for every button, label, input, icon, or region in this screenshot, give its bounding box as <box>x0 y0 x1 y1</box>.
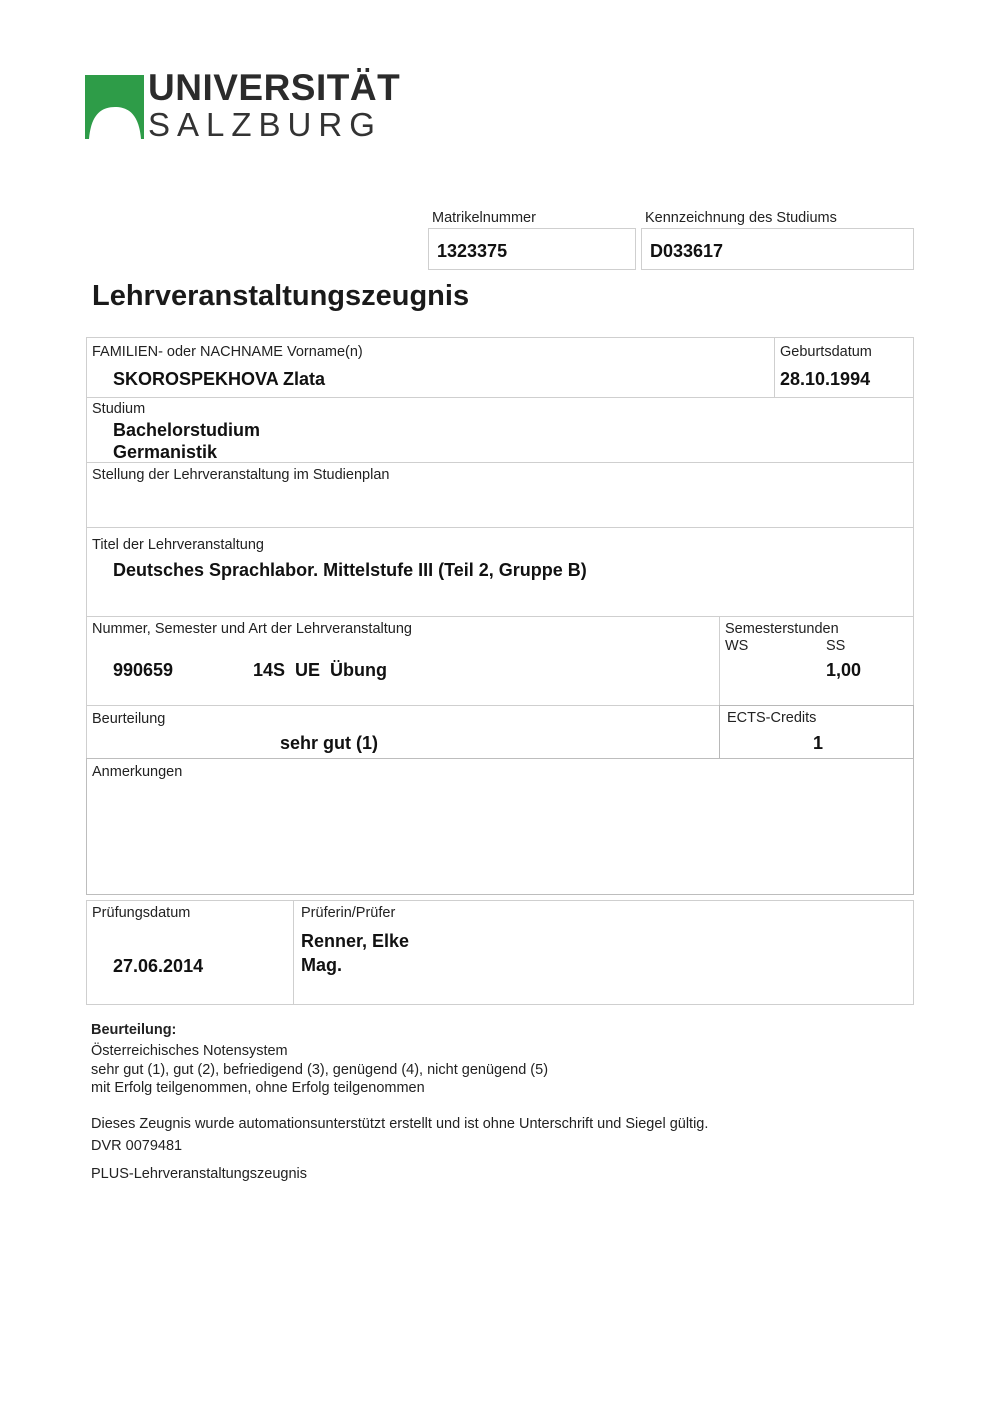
footer-form-name: PLUS-Lehrveranstaltungszeugnis <box>91 1166 308 1182</box>
stellung-label: Stellung der Lehrveranstaltung im Studienplan <box>92 467 390 483</box>
titel-box <box>86 527 914 617</box>
ects-label: ECTS-Credits <box>727 710 817 726</box>
ects-value: 1 <box>813 733 824 753</box>
stellung-box <box>86 462 914 528</box>
pruefer-title: Mag. <box>301 955 343 975</box>
footer-notensystem: Österreichisches Notensystem <box>91 1043 288 1059</box>
titel-value: Deutsches Sprachlabor. Mittelstufe III (Teil 2, Gruppe B) <box>113 560 587 580</box>
pruefungsdatum-box <box>86 900 294 1005</box>
footer-validity: Dieses Zeugnis wurde automationsunterstützt erstellt und ist ohne Unterschrift und Siegel gültig. <box>91 1116 709 1132</box>
pruefer-box <box>293 900 914 1005</box>
name-label: FAMILIEN- oder NACHNAME Vorname(n) <box>92 344 363 360</box>
pruefungsdatum-value: 27.06.2014 <box>113 956 204 976</box>
matrikel-label: Matrikelnummer <box>432 210 536 226</box>
nummer-label: Nummer, Semester und Art der Lehrveranstaltung <box>92 621 412 637</box>
footer-dvr: DVR 0079481 <box>91 1138 183 1154</box>
anmerkungen-box <box>86 758 914 895</box>
birth-label: Geburtsdatum <box>780 344 872 360</box>
footer-grades: sehr gut (1), gut (2), befriedigend (3), genügend (4), nicht genügend (5) <box>91 1062 549 1078</box>
ss-label: SS <box>826 638 846 654</box>
studium-line1: Bachelorstudium <box>113 420 261 440</box>
ws-label: WS <box>725 638 749 654</box>
semesterstunden-label: Semesterstunden <box>725 621 839 637</box>
name-box <box>86 337 775 398</box>
beurteilung-value: sehr gut (1) <box>280 733 379 753</box>
logo-text-universitaet: UNIVERSITÄT <box>148 67 401 108</box>
nummer-value: 990659 <box>113 660 174 680</box>
matrikel-value: 1323375 <box>437 241 508 261</box>
footer-heading: Beurteilung: <box>91 1022 177 1038</box>
anmerkungen-label: Anmerkungen <box>92 764 183 780</box>
matrikel-box <box>428 228 636 270</box>
footer-participation: mit Erfolg teilgenommen, ohne Erfolg teilgenommen <box>91 1080 425 1096</box>
university-logo-icon <box>85 75 144 139</box>
logo-text-salzburg: SALZBURG <box>148 106 382 143</box>
nummer-box <box>86 616 720 706</box>
beurteilung-label: Beurteilung <box>92 711 166 727</box>
pruefer-label: Prüferin/Prüfer <box>301 905 396 921</box>
kennzeichnung-label: Kennzeichnung des Studiums <box>645 210 837 226</box>
birth-value: 28.10.1994 <box>780 369 871 389</box>
semesterstunden-box <box>719 616 914 706</box>
pruefer-name: Renner, Elke <box>301 931 410 951</box>
ects-box <box>719 705 914 759</box>
birth-box <box>774 337 914 398</box>
semesterstunden-value: 1,00 <box>826 660 862 680</box>
studium-box <box>86 397 914 463</box>
name-value: SKOROSPEKHOVA Zlata <box>113 369 326 389</box>
beurteilung-box <box>86 705 720 759</box>
kennzeichnung-value: D033617 <box>650 241 724 261</box>
document-title: Lehrveranstaltungszeugnis <box>92 280 470 312</box>
studium-label: Studium <box>92 401 146 417</box>
pruefungsdatum-label: Prüfungsdatum <box>92 905 191 921</box>
kennzeichnung-box <box>641 228 914 270</box>
semester-art-value: 14S UE Übung <box>253 660 388 680</box>
titel-label: Titel der Lehrveranstaltung <box>92 537 264 553</box>
studium-line2: Germanistik <box>113 442 218 462</box>
